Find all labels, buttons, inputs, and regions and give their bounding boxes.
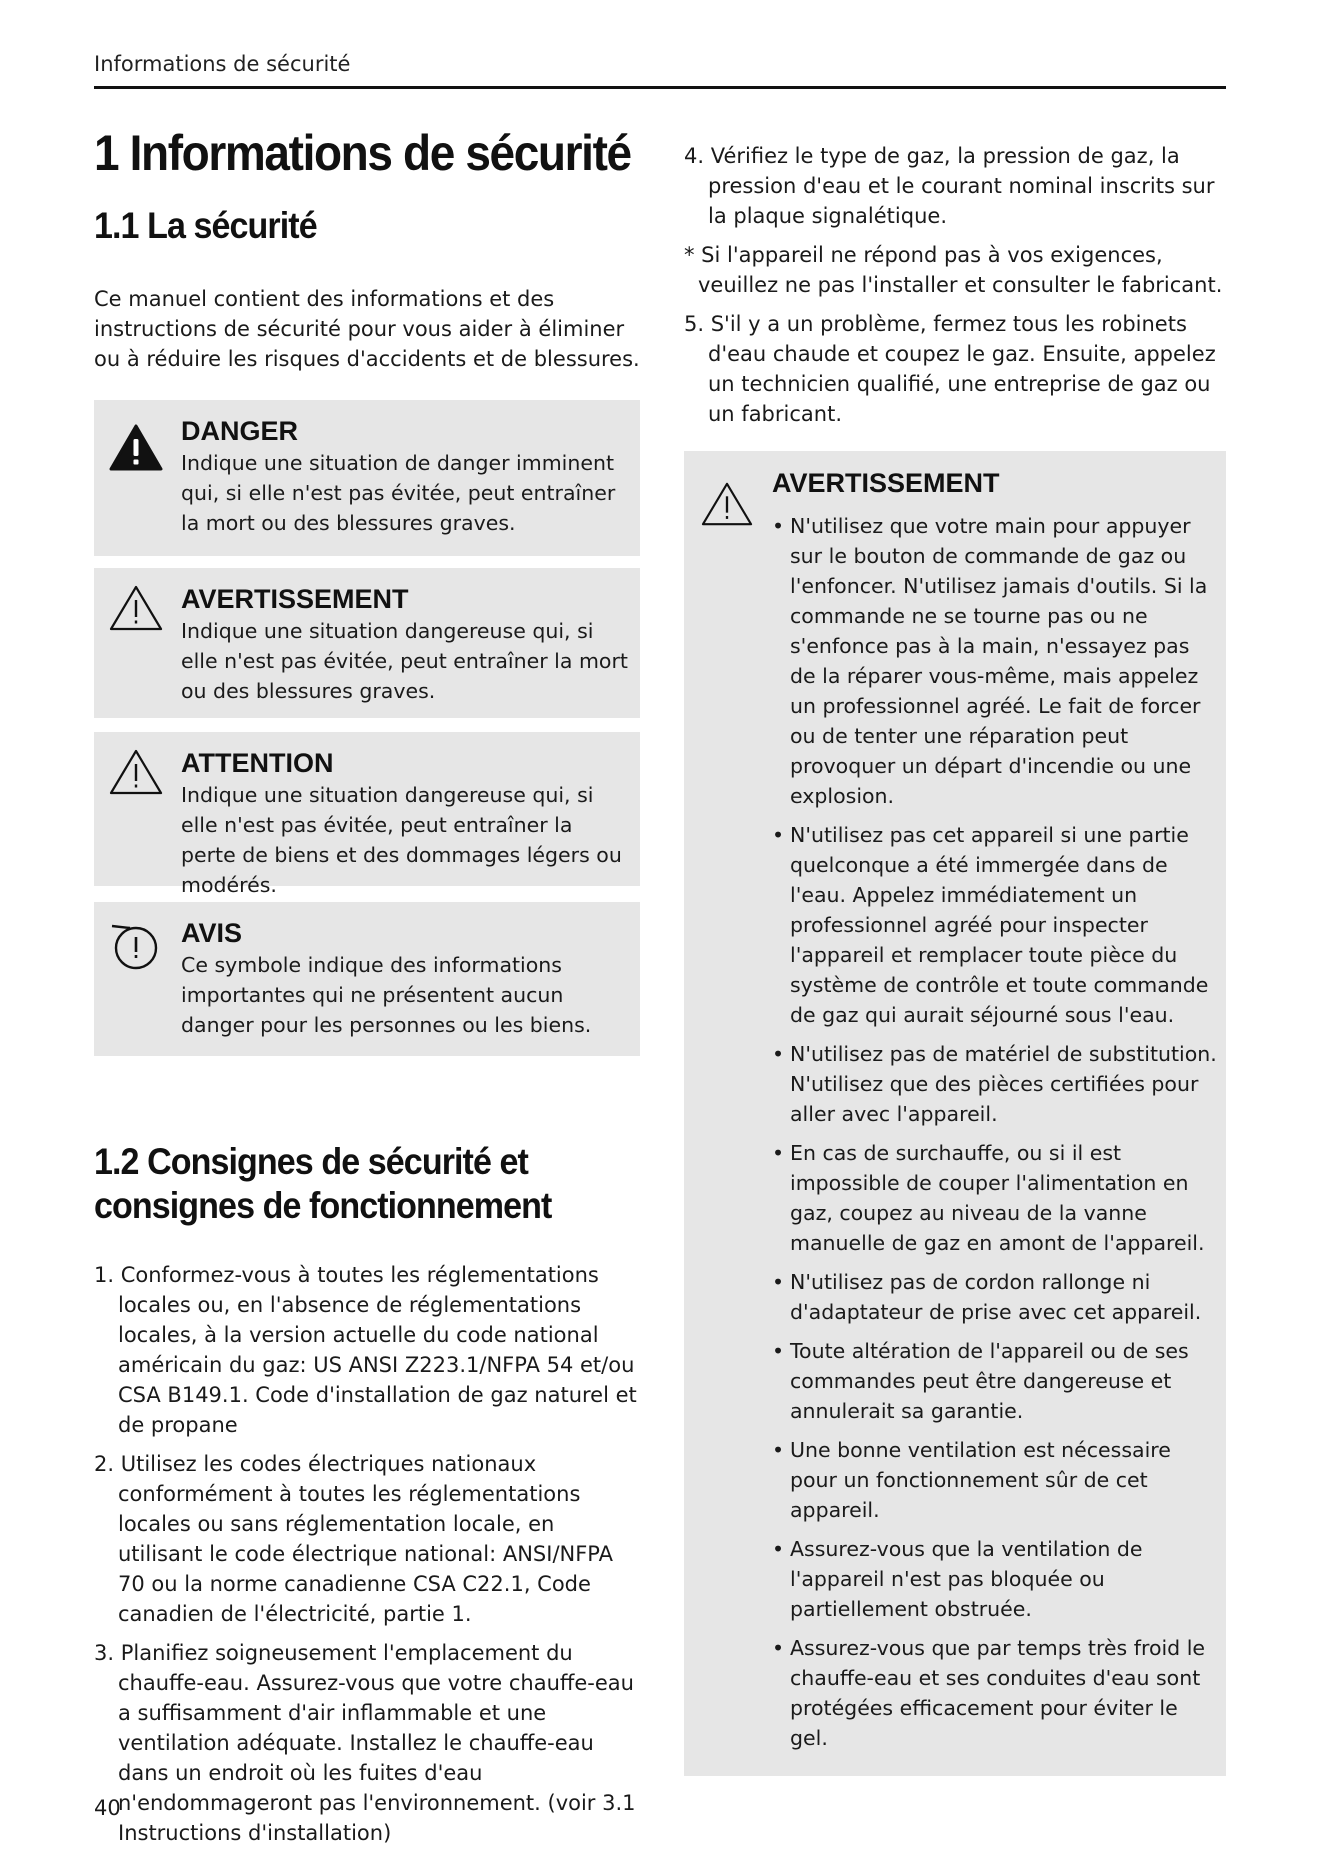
list-item: • En cas de surchauffe, ou si il est impossible de couper l'alimentation en gaz, coupez au niveau de la vanne manuelle de gaz en amont de l'appareil.	[772, 1138, 1218, 1258]
notice-danger	[94, 400, 640, 556]
notice-title: AVERTISSEMENT	[181, 584, 409, 614]
page-number: 40	[94, 1796, 121, 1820]
list-item: • Une bonne ventilation est nécessaire pour un fonctionnement sûr de cet appareil.	[772, 1435, 1218, 1525]
list-item: 3. Planifiez soigneusement l'emplacement du chauffe-eau. Assurez-vous que votre chauffe-eau a suffisamment d'air inflammable et une ventilation adéquate. Installez le chauffe-eau dans un endroit où les fuites d'eau n'endommageront pas l'environnement. (voir 3.1 Instructions d'installation)	[94, 1641, 636, 1845]
list-item: • Assurez-vous que par temps très froid le chauffe-eau et ses conduites d'eau sont protégées efficacement pour éviter le gel.	[772, 1633, 1218, 1753]
safety-steps-list	[94, 1260, 640, 1848]
list-item: * Si l'appareil ne répond pas à vos exigences, veuillez ne pas l'installer et consulter le fabricant.	[684, 243, 1223, 297]
running-header: Informations de sécurité	[94, 52, 351, 76]
caution-outline-triangle-icon	[108, 746, 164, 798]
notice-text: Indique une situation de danger imminent qui, si elle n'est pas évitée, peut entraîner la mort ou des blessures graves.	[181, 451, 616, 535]
safety-steps-list-continued	[684, 141, 1226, 429]
warning-box-title: AVERTISSEMENT	[772, 468, 1000, 498]
warning-outline-triangle-icon	[700, 479, 754, 529]
notice-title: ATTENTION	[181, 748, 334, 778]
danger-filled-triangle-icon	[108, 422, 164, 474]
list-item: 1. Conformez-vous à toutes les réglementations locales ou, en l'absence de réglementations locales, à la version actuelle du code national américain du gaz: US ANSI Z223.1/NFPA 54 et/ou CSA B149.1. Code d'installation de gaz naturel et de propane	[94, 1263, 637, 1437]
list-item: • N'utilisez pas cet appareil si une partie quelconque a été immergée dans de l'eau. Appelez immédiatement un professionnel agréé pour inspecter l'appareil et remplacer toute pièce du système de contrôle et toute commande de gaz qui aurait séjourné sous l'eau.	[772, 820, 1218, 1030]
notice-avertissement	[94, 568, 640, 718]
list-item: • N'utilisez pas de cordon rallonge ni d'adaptateur de prise avec cet appareil.	[772, 1267, 1218, 1327]
right-column	[684, 141, 1226, 1776]
notice-attention	[94, 732, 640, 897]
notice-circle-exclamation-icon	[108, 920, 164, 972]
notice-title: DANGER	[181, 416, 299, 446]
header-rule	[94, 86, 1226, 89]
list-item: • N'utilisez que votre main pour appuyer sur le bouton de commande de gaz ou l'enfoncer. N'utilisez jamais d'outils. Si la commande ne se tourne pas ou ne s'enfonce pas à la main, n'essayez pas de la réparer vous-même, mais appelez un professionnel agréé. Le fait de forcer ou de tenter une réparation peut provoquer un départ d'incendie ou une explosion.	[772, 511, 1218, 811]
notice-text: Indique une situation dangereuse qui, si elle n'est pas évitée, peut entraîner la mort ou des blessures graves.	[181, 619, 628, 703]
notice-text: Ce symbole indique des informations importantes qui ne présentent aucun danger pour les personnes ou les biens.	[181, 953, 592, 1037]
list-item: • Assurez-vous que la ventilation de l'appareil n'est pas bloquée ou partiellement obstruée.	[772, 1534, 1218, 1624]
notice-title: AVIS	[181, 918, 243, 948]
section-1-2-title: 1.2 Consignes de sécurité et consignes de fonctionnement	[94, 1141, 552, 1226]
notice-avis	[94, 902, 640, 1056]
list-item: 4. Vérifiez le type de gaz, la pression de gaz, la pression d'eau et le courant nominal inscrits sur la plaque signalétique.	[684, 144, 1215, 228]
list-item: 2. Utilisez les codes électriques nationaux conformément à toutes les réglementations locales ou sans réglementation locale, en utilisant le code électrique national: ANSI/NFPA 70 ou la norme canadienne CSA C22.1, Code canadien de l'électricité, partie 1.	[94, 1452, 613, 1626]
left-column	[94, 118, 640, 1857]
notice-text: Indique une situation dangereuse qui, si elle n'est pas évitée, peut entraîner la perte de biens et des dommages légers ou modérés.	[181, 783, 622, 897]
section-1-1-title: 1.1 La sécurité	[94, 205, 317, 246]
chapter-title: 1 Informations de sécurité	[94, 125, 631, 181]
warning-outline-triangle-icon	[108, 582, 164, 634]
list-item: • Toute altération de l'appareil ou de ses commandes peut être dangereuse et annulerait sa garantie.	[772, 1336, 1218, 1426]
list-item: • N'utilisez pas de matériel de substitution. N'utilisez que des pièces certifiées pour aller avec l'appareil.	[772, 1039, 1218, 1129]
warning-box	[684, 451, 1226, 1776]
section-1-1-intro: Ce manuel contient des informations et des instructions de sécurité pour vous aider à éliminer ou à réduire les risques d'accidents et de blessures.	[94, 287, 640, 371]
warning-bullets	[772, 511, 1218, 1753]
list-item: 5. S'il y a un problème, fermez tous les robinets d'eau chaude et coupez le gaz. Ensuite, appelez un technicien qualifié, une entreprise de gaz ou un fabricant.	[684, 312, 1216, 426]
